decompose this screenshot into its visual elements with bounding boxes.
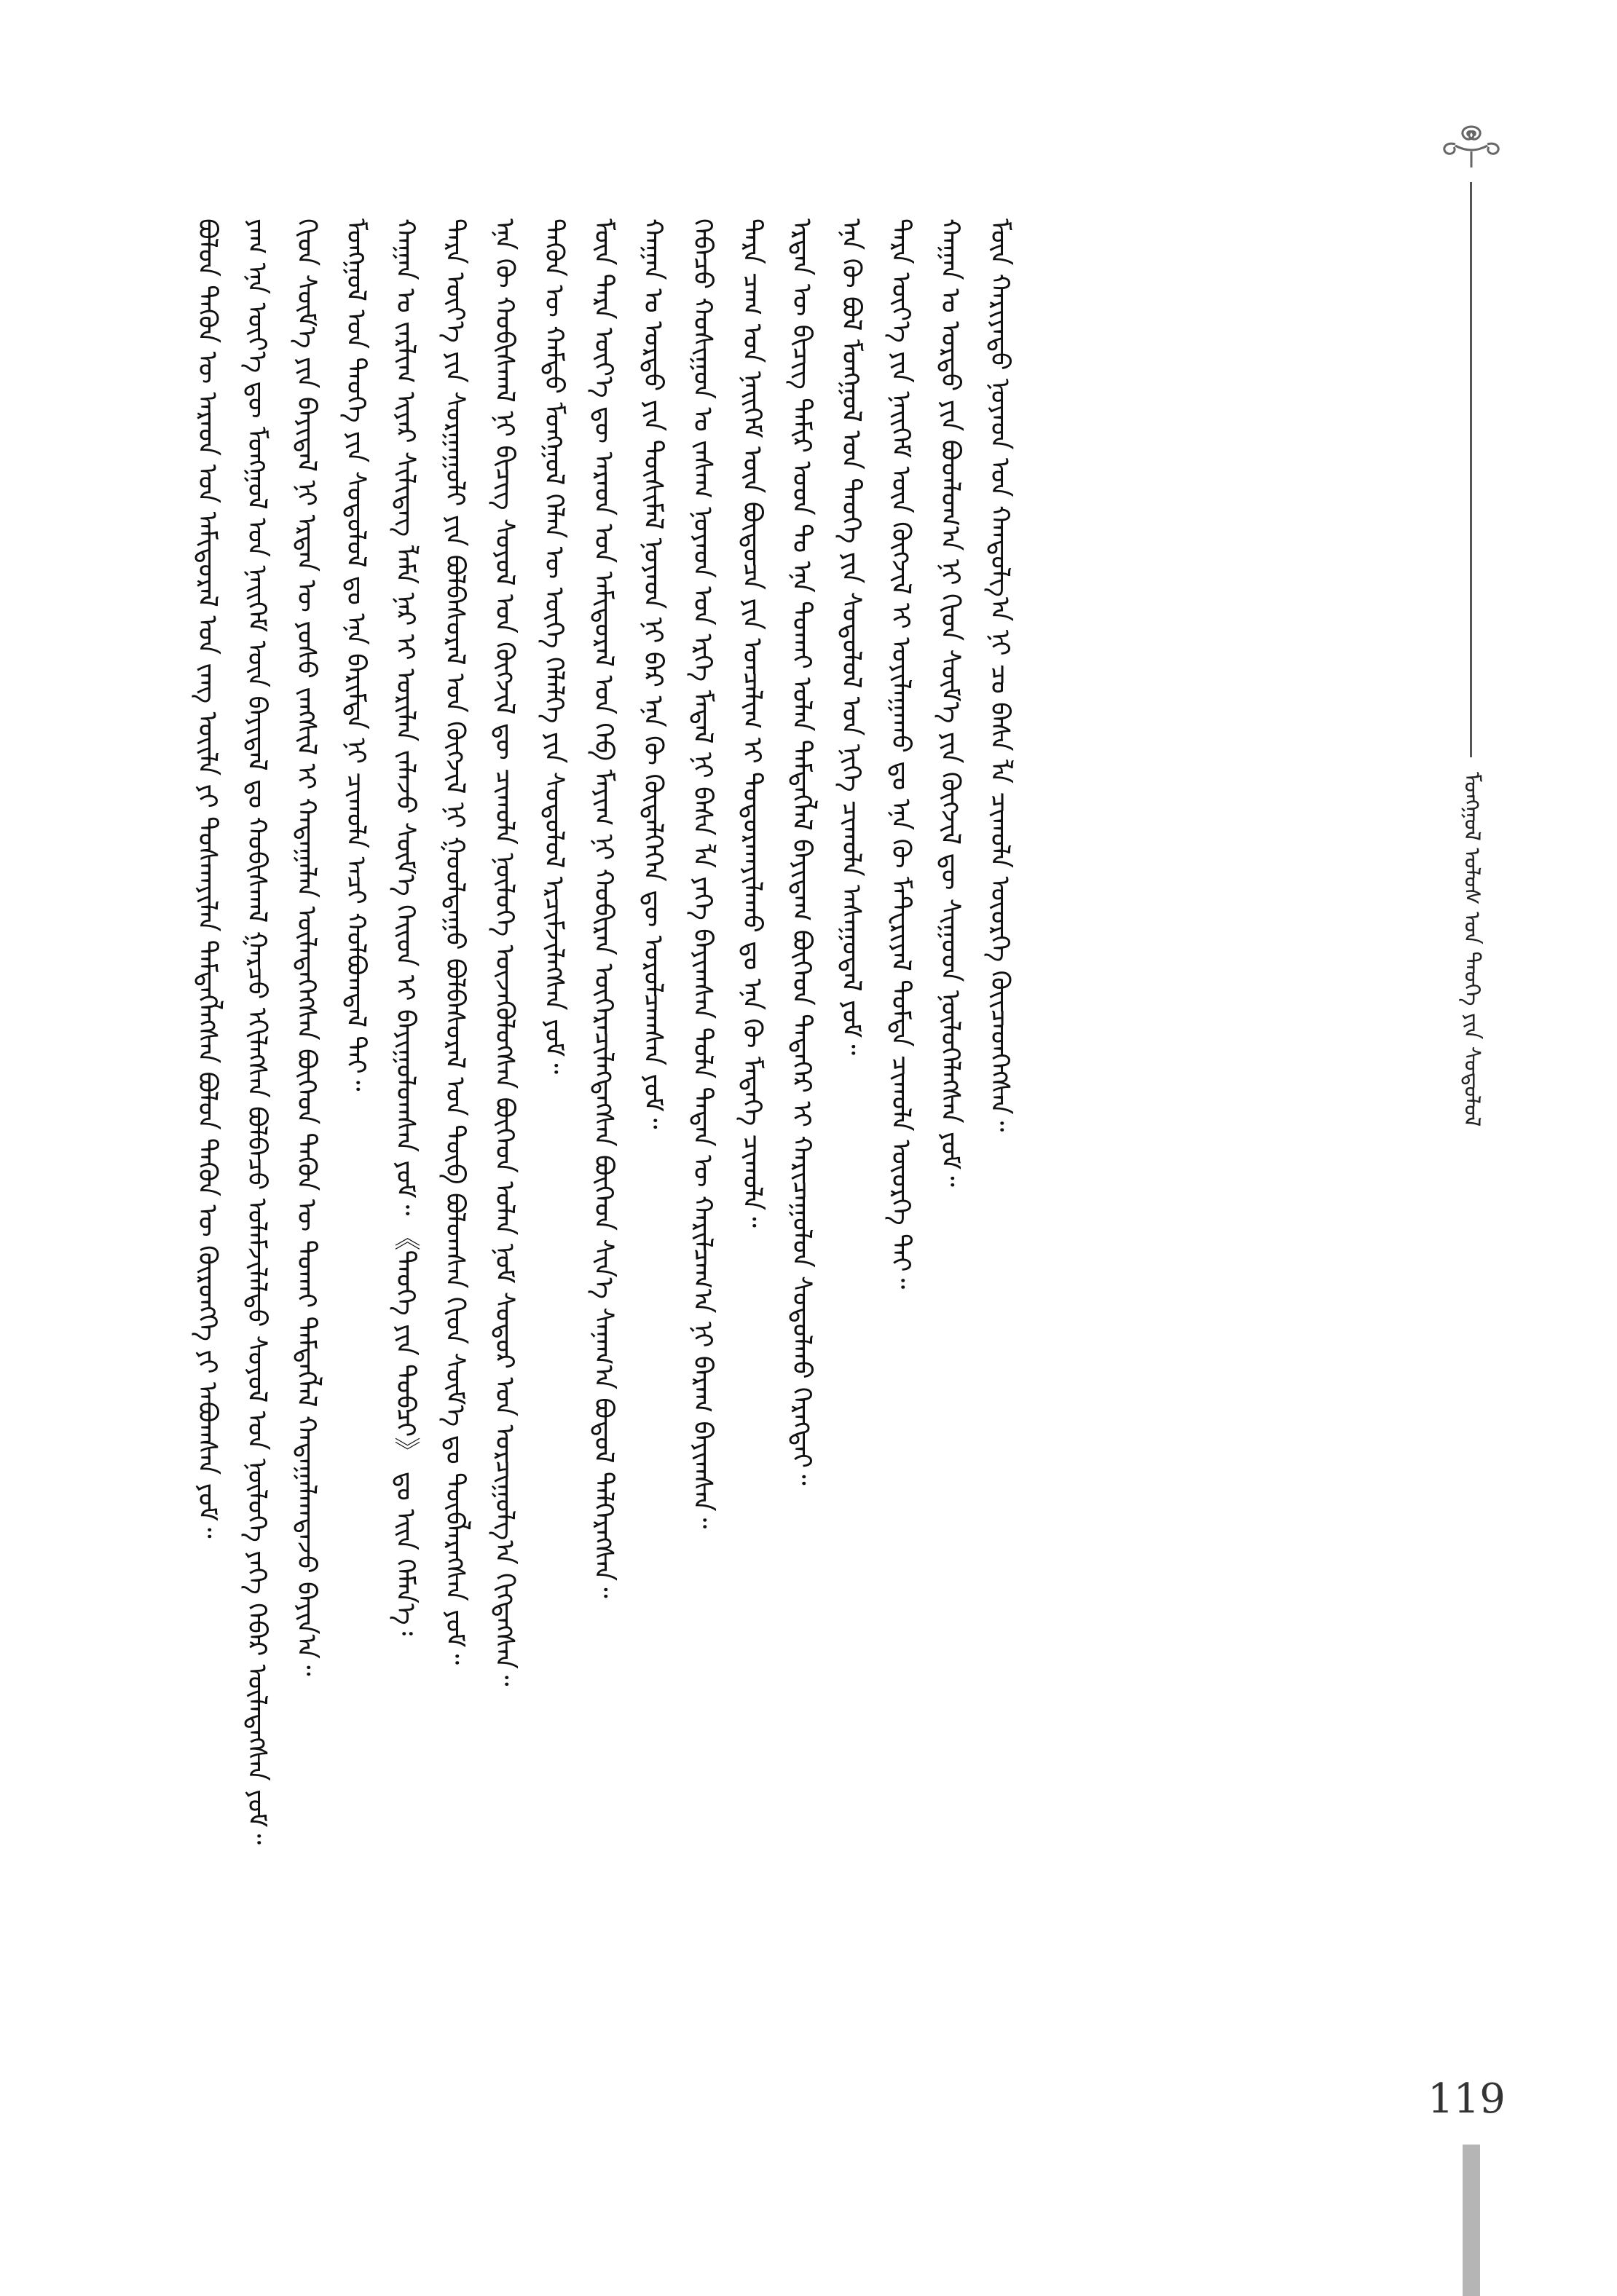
page-edge-tab [1463, 2145, 1480, 2296]
text-column: ᠡᠷᠲᠡᠨ ᠦ ᠪᠢᠴᠢᠭ ᠲᠠᠮᠢᠷ ᠤᠳ ᠲᠤ ᠡᠨᠡ ᠲᠤᠬᠠᠢ ᠣᠯᠠᠨ ᠲᠡᠮᠳᠡᠭᠯᠡᠯ ᠪᠠᠶᠢᠳᠠᠭ ᠪᠥᠭᠡᠳ ᠲᠡᠳᠡᠭᠡᠷ ᠢ ᠬᠠᠷᠢᠴᠠᠭᠤᠯᠤᠨ ᠰᠤᠳᠤᠯᠬᠤ ᠬᠡᠷᠡᠭᠲᠡᠢ᠃ [787, 218, 817, 1486]
text-column: ᠶᠠᠭ ᠡᠨᠡ ᠦᠶ᠎ᠡ ᠳᠦ ᠮᠣᠩᠭᠣᠯ ᠤᠨ ᠨᠡᠢᠭᠡᠮ ᠦᠨ ᠪᠠᠶᠢᠳᠠᠯ ᠳᠤ ᠬᠤᠪᠢᠰᠬᠠᠯ ᠭᠠᠷᠴᠤ ᠡᠬᠢᠯᠡᠭᠰᠡᠨ ᠪᠣᠯᠪᠠᠴᠤ ᠤᠯᠠᠮᠵᠢᠯᠠᠯᠲᠤ ᠰᠤᠶᠤᠯ ᠤᠨ ᠨᠥᠯᠥᠭᠡ ᠶᠡᠬᠡ ᠬᠡᠪᠡᠷ ᠦᠯᠡᠳᠡᠭᠰᠡᠨ ᠶᠤᠮ᠃ [242, 218, 272, 1845]
text-column: ᠬᠠᠭᠠᠨ ᠤ ᠣᠷᠳᠤ ᠶᠢᠨ ᠲᠦᠰᠢᠮᠡᠯ ᠨᠣᠶᠠᠳ ᠨᠢ ᠪᠠᠷ ᠡᠨᠡ ᠬᠦ ᠬᠥᠳᠡᠯᠭᠡᠭᠡᠨ ᠳᠦ ᠣᠷᠤᠯᠴᠠᠭᠰᠠᠨ ᠶᠤᠮ᠃ [638, 218, 668, 1129]
text-column: ᠲᠡᠭᠦᠨ ᠦ ᠬᠠᠮᠲᠤ ᠮᠣᠩᠭᠣᠯ ᠬᠡᠯᠡᠨ ᠦ ᠦᠭᠡ ᠬᠡᠯᠡᠯᠭᠡ ᠶᠢᠨ ᠰᠤᠳᠤᠯᠤᠯ ᠡᠷᠴᠢᠮᠵᠢᠯᠡᠭᠰᠡᠨ ᠶᠤᠮ᠃ [539, 218, 569, 1074]
text-column: ᠬᠢᠳ ᠰᠦᠮ᠎ᠡ ᠶᠢᠨ ᠪᠠᠶᠢᠳᠠᠯ ᠨᠢ ᠡᠷᠲᠡᠨ ᠦ ᠶᠣᠰᠤ ᠵᠠᠩᠰᠢᠯ ᠢ ᠬᠠᠳᠠᠭᠠᠯᠠᠨ ᠦᠯᠡᠳᠡᠭᠡᠭᠰᠡᠨ ᠪᠥᠭᠡᠳ ᠲᠡᠭᠦᠨ ᠦ ᠲᠤᠬᠠᠢ ᠲᠡᠮᠳᠡᠭᠯᠡᠯ ᠬᠠᠳᠠᠭᠠᠯᠠᠭᠳᠠᠵᠤ ᠪᠠᠶᠢᠨ᠎ᠠ᠃ [291, 218, 321, 1676]
text-column: ᠲᠡᠷᠡ ᠦᠶ᠎ᠡ ᠶᠢᠨ ᠨᠡᠢᠭᠡᠮ ᠦᠨ ᠬᠥᠭᠵᠢᠯ ᠢ ᠣᠶᠢᠯᠠᠭᠠᠬᠤ ᠳᠤ ᠡᠨᠡ ᠬᠦ ᠮᠠᠲ᠋ᠧᠷᠢᠶᠠᠯ ᠳᠤᠮᠳᠠ ᠴᠢᠬᠤᠯᠠ ᠦᠦᠷᠭᠡ ᠲᠠᠢ᠃ [886, 218, 916, 1290]
scroll-ornament-icon [1433, 122, 1509, 169]
text-column: ᠲᠡᠷᠡ ᠴᠠᠭ ᠤᠨ ᠨᠡᠢᠭᠡᠮ ᠦᠨ ᠪᠦᠲᠦᠴᠡ ᠶᠢᠨ ᠣᠨᠴᠠᠯᠢᠭ ᠢ ᠲᠣᠳᠣᠷᠬᠠᠶᠢᠯᠠᠬᠤ ᠳᠤ ᠡᠨᠡ ᠬᠦ ᠮᠡᠳᠡᠭᠡ ᠴᠢᠬᠤᠯᠠ᠃ [737, 218, 767, 1228]
running-header-title: ᠮᠣᠩᠭᠣᠯ ᠤᠯᠤᠰ ᠤᠨ ᠲᠡᠦᠬᠡ ᠶᠢᠨ ᠰᠤᠳᠤᠯᠤᠯ [1459, 772, 1484, 1127]
text-column: ᠬᠠᠭᠠᠨ ᠤ ᠵᠠᠷᠯᠢᠭ ᠢᠶᠡᠷ ᠰᠢᠯᠢᠳᠡᠭ ᠯᠠᠮᠠ ᠨᠠᠷ ᠢ ᠤᠷᠢᠯᠠᠨ ᠵᠠᠯᠠᠵᠤ ᠰᠦᠮ᠎ᠡ ᠬᠡᠢᠳ ᠢ ᠪᠠᠶᠢᠭᠤᠯᠤᠭᠰᠠᠨ ᠶᠤᠮ᠃ 《ᠲᠡᠦᠬᠡ ᠶᠢᠨ ᠲᠣᠪᠴᠢ》 ᠳᠤ ᠡᠢᠨ ᠬᠡᠮᠡᠨ᠎ᠡ᠄ [390, 218, 420, 1636]
body-text [182, 218, 1420, 2024]
header-rule [1470, 182, 1472, 757]
page-number: 119 [1428, 2075, 1506, 2123]
text-column: ᠲᠡᠷᠡ ᠦᠶ᠎ᠡ ᠶᠢᠨ ᠰᠤᠷᠭᠠᠭᠤᠯᠢ ᠶᠢᠨ ᠪᠣᠯᠪᠠᠰᠤᠷᠠᠯ ᠤᠨ ᠬᠥᠭᠵᠢᠯ ᠨᠢ ᠭᠣᠣᠯᠳᠠᠭᠤ ᠪᠣᠯᠪᠠᠰᠤᠷᠠᠯ ᠤᠨ ᠲᠥᠪ ᠪᠣᠯᠤᠭᠰᠠᠨ ᠬᠢᠳ ᠰᠦᠮ᠎ᠡ ᠳᠤ ᠲᠥᠪᠯᠡᠷᠡᠭᠰᠡᠨ ᠶᠤᠮ᠃ [440, 218, 470, 1665]
text-column: ᠡᠨᠡ ᠬᠦ ᠬᠤᠪᠢᠰᠬᠠᠯ ᠨᠢ ᠪᠢᠴᠢᠭ ᠰᠤᠶᠤᠯ ᠤᠨ ᠬᠥᠭᠵᠢᠯ ᠳᠦ ᠴᠢᠬᠤᠯᠠ ᠨᠥᠯᠥᠭᠡ ᠦᠵᠡᠭᠦᠯᠦᠭᠰᠡᠨ ᠪᠥᠭᠡᠳ ᠣᠯᠠᠨ ᠨᠣᠮ ᠰᠤᠳᠤᠷ ᠤᠨ ᠣᠷᠴᠢᠭᠤᠯᠭ᠎ᠠ ᠬᠢᠭᠳᠡᠭᠰᠡᠨ᠃ [489, 218, 519, 1687]
text-column: ᠭᠡᠪᠡᠴᠤ ᠬᠣᠰᠢᠭᠤᠨ ᠤ ᠵᠠᠰᠠᠭ ᠨᠣᠶᠠᠳ ᠤᠨ ᠡᠷᠬᠡ ᠮᠡᠳᠡᠯ ᠨᠢ ᠪᠠᠰᠠ ᠯᠠ ᠶᠡᠬᠡ ᠪᠠᠶᠢᠭᠰᠠᠨ ᠲᠤᠯᠠ ᠲᠡᠳᠡᠨ ᠦ ᠬᠠᠷᠢᠯᠴᠠᠭ᠎ᠠ ᠨᠢ ᠪᠠᠷᠠᠭ ᠪᠠᠶᠢᠭᠰᠠᠨ᠃ [688, 218, 717, 1529]
text-column: ᠪᠣᠯᠤᠨ ᠲᠡᠭᠦᠨ ᠦ ᠠᠷᠠᠳ ᠤᠨ ᠠᠮᠢᠳᠤᠷᠠᠯ ᠤᠨ ᠵᠠᠩ ᠦᠢᠯᠡ ᠶᠢ ᠲᠤᠰᠬᠠᠶᠢᠯᠠᠨ ᠲᠡᠮᠳᠡᠭᠯᠡᠭᠰᠡᠨ ᠪᠣᠯᠤᠨ ᠲᠡᠭᠦᠨ ᠦ ᠬᠥᠷᠦᠩᠭᠡ ᠶᠢ ᠠᠪᠤᠭᠰᠠᠨ ᠶᠤᠮ᠃ [192, 218, 222, 1539]
text-column: ᠬᠠᠭᠠᠨ ᠤ ᠣᠷᠳᠤ ᠶᠢᠨ ᠪᠣᠳᠯᠣᠭ᠎ᠠ ᠨᠢ ᠬᠢᠳ ᠰᠦᠮ᠎ᠡ ᠶᠢᠨ ᠬᠥᠭᠵᠢᠯ ᠳᠦ ᠰᠢᠭᠤᠳ ᠨᠥᠯᠥᠭᠡᠯᠡᠭᠰᠡᠨ ᠶᠤᠮ᠃ [935, 218, 965, 1187]
text-column: ᠮᠥᠨ ᠲᠡᠷᠡ ᠦᠶ᠎ᠡ ᠳᠦ ᠠᠷᠠᠳ ᠤᠨ ᠠᠮᠢᠳᠤᠷᠠᠯ ᠤᠨ ᠬᠡᠪ ᠮᠠᠶᠢᠭ ᠨᠢ ᠬᠤᠪᠢᠷᠠᠨ ᠥᠭᠡᠷᠡᠴᠢᠯᠡᠭᠳᠡᠭᠰᠡᠨ ᠪᠥᠭᠡᠳ ᠰᠢᠨ᠎ᠡ ᠰᠠᠨᠠᠭ᠎ᠠ ᠪᠣᠳᠤᠯ ᠳᠡᠯᠭᠡᠷᠡᠭᠰᠡᠨ᠃ [589, 218, 618, 1598]
text-column: ᠡᠨᠡ ᠬᠦ ᠪᠣᠯ ᠮᠣᠩᠭᠣᠯ ᠤᠨ ᠲᠡᠦᠬᠡ ᠶᠢᠨ ᠰᠤᠳᠤᠯᠤᠯ ᠤᠨ ᠨᠢᠭᠡ ᠴᠢᠬᠤᠯᠠ ᠠᠰᠠᠭᠤᠳᠠᠯ ᠶᠤᠮ᠃ [836, 218, 866, 1055]
text-column: ᠮᠥᠨ ᠬᠠᠷᠢᠶᠠᠲᠤ ᠨᠣᠶᠠᠳ ᠤᠨ ᠬᠠᠨᠳᠤᠯᠭ᠎ᠠ ᠨᠢ ᠴᠤ ᠪᠠᠰᠠ ᠯᠠ ᠴᠢᠬᠤᠯᠠ ᠦᠦᠷᠭᠡ ᠭᠦᠢᠴᠡᠳᠭᠡᠭᠰᠡᠨ᠃ [985, 218, 1015, 1132]
text-column: ᠮᠣᠩᠭᠣᠯ ᠤᠨ ᠲᠡᠦᠬᠡ ᠶᠢᠨ ᠰᠤᠳᠤᠯᠤᠯ ᠳᠤ ᠡᠨᠡ ᠪᠠᠷᠢᠮᠲᠠ ᠨᠢ ᠴᠢᠬᠤᠯᠠ ᠠᠴᠢ ᠬᠣᠯᠪᠣᠭᠳᠠᠯ ᠲᠠᠢ᠃ [341, 218, 371, 1092]
